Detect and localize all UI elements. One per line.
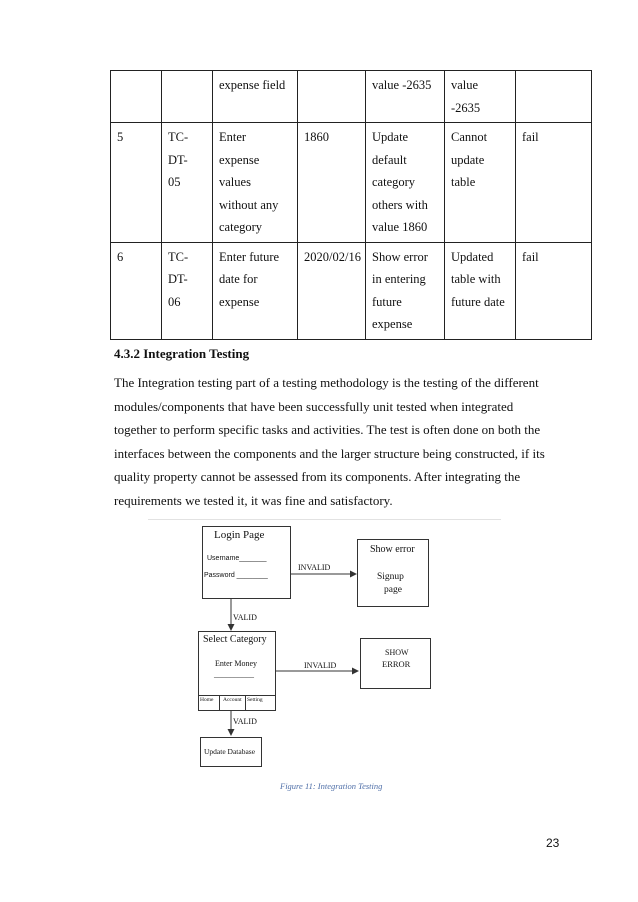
signup-label-line2: page [384,585,402,595]
tab-divider [219,695,220,711]
tab-divider [245,695,246,711]
table-cell [111,71,162,123]
show-error-2-line1: SHOW [385,648,409,657]
table-cell [516,71,592,123]
table-cell: Updated table with future date [445,242,516,339]
table-cell: 6 [111,242,162,339]
select-category-title: Select Category [203,634,267,645]
tab-setting: Setting [247,697,263,703]
table-row [111,242,592,339]
test-case-table [110,70,592,340]
table-cell: Enter future date for expense [213,242,298,339]
table-cell [298,71,366,123]
show-error-2-line2: ERROR [382,659,411,669]
signup-label-line1: Signup [377,572,404,582]
table-cell: 1860 [298,123,366,243]
login-page-title: Login Page [214,529,265,541]
table-row [111,123,592,243]
table-cell: 5 [111,123,162,243]
valid-label-2: VALID [233,717,257,726]
invalid-label-2: INVALID [304,661,337,670]
table-cell: value -2635 [445,71,516,123]
enter-money-blank: __________ [214,670,254,679]
invalid-label-1: INVALID [298,563,331,572]
username-label: Username_______ [207,555,267,562]
show-error-title: Show error [370,544,415,555]
table-cell: 2020/02/16 [298,242,366,339]
table-cell: Show error in entering future expense [366,242,445,339]
table-cell: TC-DT- 06 [162,242,213,339]
enter-money-label: Enter Money [215,659,257,668]
table-row [111,71,592,123]
update-database-label: Update Database [204,747,256,756]
table-cell: expense field [213,71,298,123]
table-cell [162,71,213,123]
table-cell: Enter expense values without any category [213,123,298,243]
table-cell: Update default category others with value 1860 [366,123,445,243]
section-paragraph: The Integration testing part of a testing methodology is the testing of the different modules/components that have been successfully unit tested when integrated together to perform specific tasks and activities. The test is often done on both the interfaces between the components and the larger structure being constructed, if its quality property cannot be assessed from its components. After integrating the requirements we tested it, it was fine and satisfactory. [114,375,545,508]
page-number: 23 [546,836,560,850]
valid-label-1: VALID [233,613,257,622]
password-label: Password ________ [204,572,268,579]
table-cell: Cannot update table [445,123,516,243]
section-heading: 4.3.2 Integration Testing [114,346,250,361]
table-cell: fail [516,242,592,339]
tab-bar-divider [198,695,276,696]
table-cell: TC-DT- 05 [162,123,213,243]
tab-account: Account [223,697,242,703]
integration-testing-diagram [148,519,501,785]
tab-home: Home [200,697,214,703]
figure-caption: Figure 11: Integration Testing [280,781,383,791]
table-cell: value -2635 [366,71,445,123]
table-cell: fail [516,123,592,243]
